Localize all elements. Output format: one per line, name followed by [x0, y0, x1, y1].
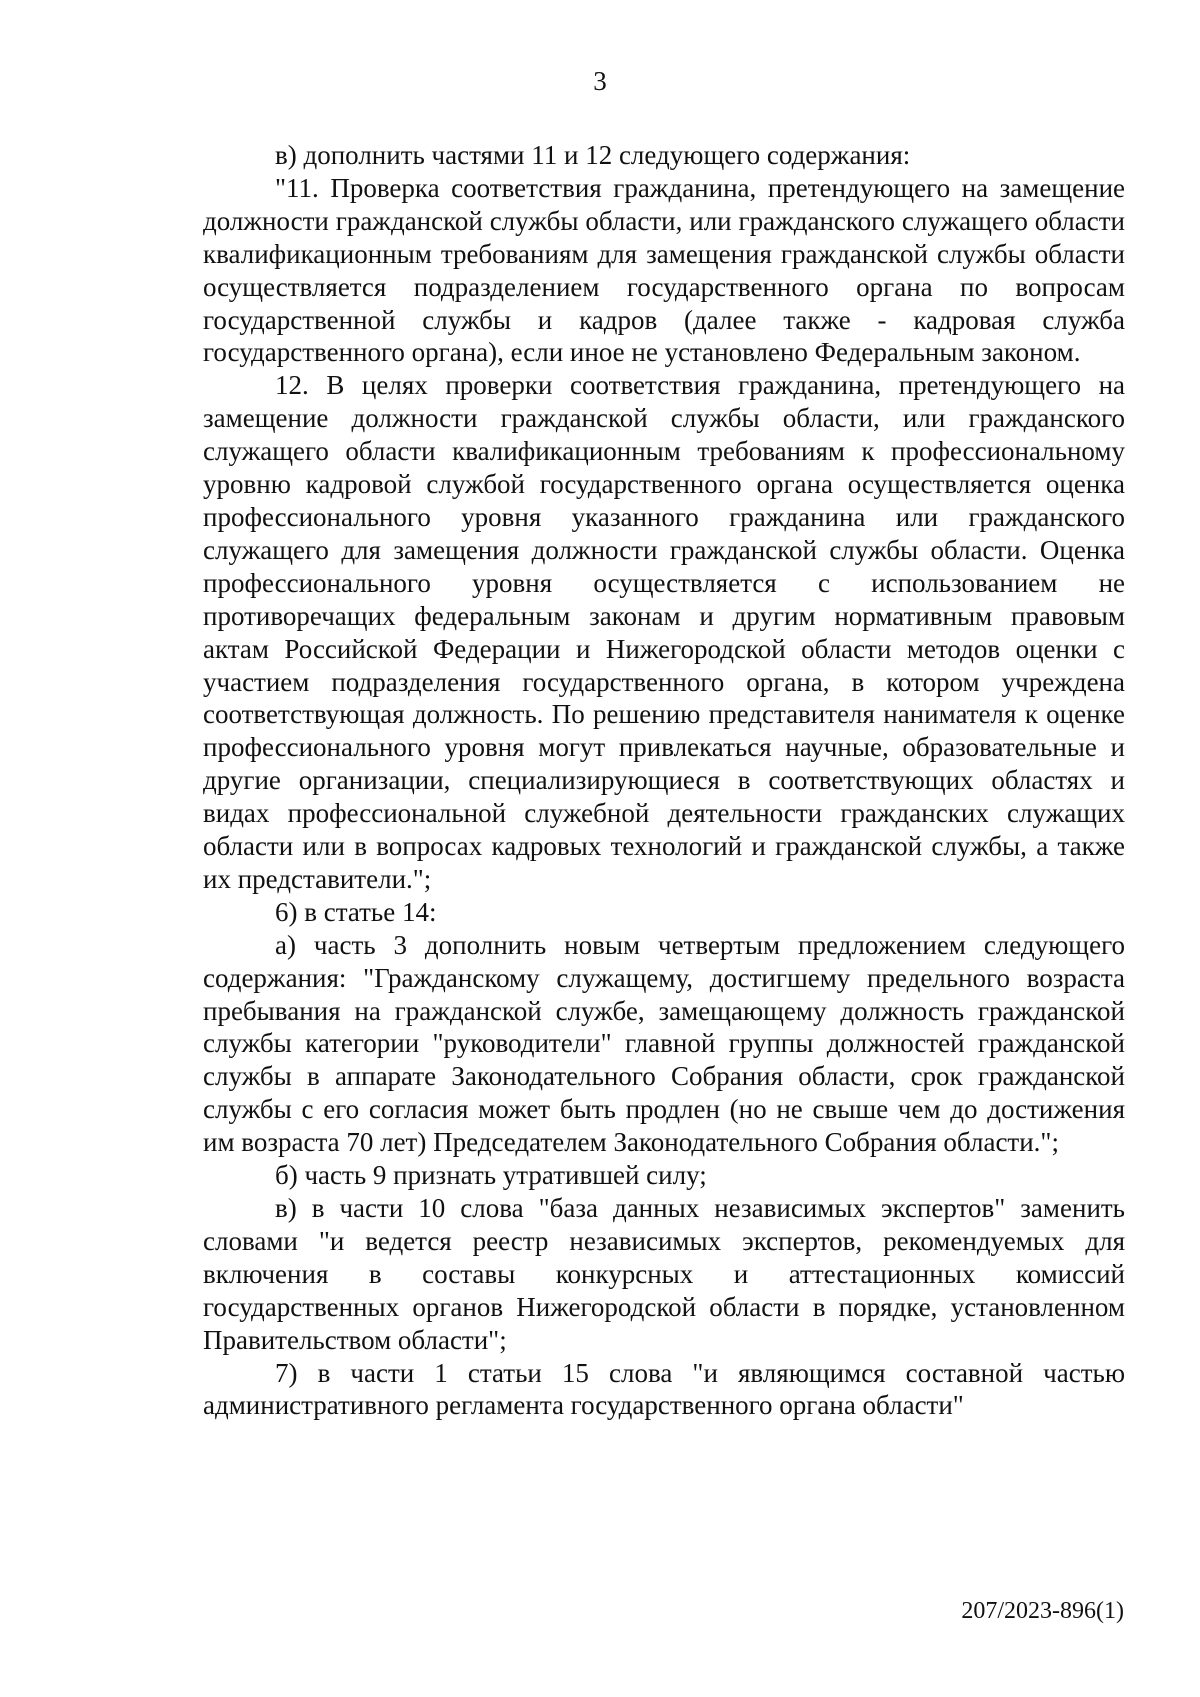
paragraph: в) в части 10 слова "база данных независимых экспертов" заменить словами "и ведется реестр независимых экспертов, рекомендуемых для включения в составы конкурсных и аттестационных комиссий государственных органов Нижегородской области в порядке, установленном Правительством области";: [203, 1193, 1125, 1355]
page-number: 3: [593, 66, 607, 96]
document-code: 207/2023-896(1): [961, 1598, 1124, 1624]
paragraph: 6) в статье 14:: [275, 896, 437, 927]
paragraph: в) дополнить частями 11 и 12 следующего содержания:: [275, 140, 911, 170]
paragraph: 12. В целях проверки соответствия гражданина, претендующего на замещение должности гражданской службы области, или гражданского служащего области квалификационным требованиям к профессиональному уровню кадровой службой государственного органа осуществляется оценка профессионального уровня указанного гражданина или гражданского служащего для замещения должности гражданской службы области. Оценка профессионального уровня осуществляется с использованием не противоречащих федеральным законам и другим нормативным правовым актам Российской Федерации и Нижегородской области методов оценки с участием подразделения государственного органа, в котором учреждена соответствующая должность. По решению представителя нанимателя к оценке профессионального уровня могут привлекаться научные, образовательные и другие организации, специализирующиеся в соответствующих областях и видах профессиональной служебной деятельности гражданских служащих области или в вопросах кадровых технологий и гражданской службы, а также их представители.";: [203, 370, 1125, 894]
paragraph: 7) в части 1 статьи 15 слова "и являющимся составной частью административного регламента государственного органа области": [203, 1357, 1125, 1421]
paragraph: "11. Проверка соответствия гражданина, претендующего на замещение должности гражданской службы области, или гражданского служащего области квалификационным требованиям для замещения гражданской службы области осуществляется подразделением государственного органа по вопросам государственной службы и кадров (далее также - кадровая служба государственного органа), если иное не установлено Федеральным законом.: [203, 172, 1125, 368]
document-body: [203, 139, 1125, 1422]
paragraph: б) часть 9 признать утратившей силу;: [275, 1160, 707, 1191]
paragraph: а) часть 3 дополнить новым четвертым предложением следующего содержания: "Гражданскому служащему, достигшему предельного возраста пребывания на гражданской службе, замещающему должность гражданской службы категории "руководители" главной группы должностей гражданской службы в аппарате Законодательного Собрания области, срок гражданской службы с его согласия может быть продлен (но не свыше чем до достижения им возраста 70 лет) Председателем Законодательного Собрания области.";: [203, 929, 1125, 1158]
